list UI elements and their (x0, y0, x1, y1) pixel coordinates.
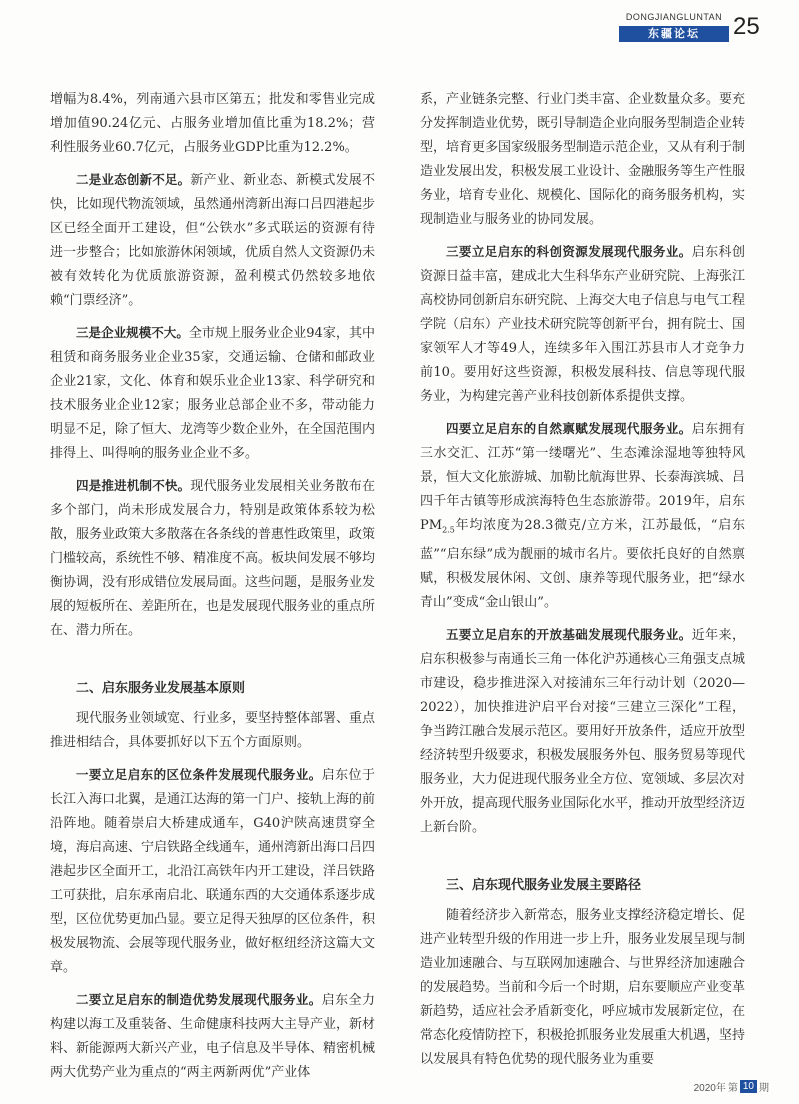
section-heading: 二、启东服务业发展基本原则 (76, 681, 246, 696)
paragraph: 增幅为8.4%，列南通六县市区第五；批发和零售业完成增加值90.24亿元、占服务业增加值比重为18.2%；营利性服务业60.7亿元，占服务业GDP比重为12.2%。 (50, 92, 375, 155)
paragraph-lead: 四要立足启东的自然禀赋发展现代服务业。 (446, 421, 692, 436)
paragraph-lead: 四是推进机制不快。 (76, 478, 191, 493)
paragraph: 现代服务业领域宽、行业多，要坚持整体部署、重点推进相结合，具体要抓好以下五个方面原则。 (50, 711, 376, 750)
paragraph-lead: 三是企业规模不大。 (76, 325, 189, 340)
brand-logo: 东疆论坛 (619, 26, 729, 42)
paragraph (50, 763, 375, 980)
issue-number: 10 (740, 1080, 757, 1093)
left-column (50, 88, 375, 1093)
right-column (420, 88, 745, 1080)
paragraph (420, 623, 745, 840)
footer-qi: 期 (759, 1083, 769, 1094)
paragraph-lead: 五要立足启东的开放基础发展现代服务业。 (446, 626, 692, 642)
paragraph-lead: 二是业态创新不足。 (76, 172, 191, 187)
paragraph-body: 年均浓度为28.3微克/立方米，江苏最低，“启东蓝”“启东绿”成为靓丽的城市名片。要依托良好的自然禀赋，积极发展休闲、文创、康养等现代服务业，把“绿水青山”变成“金山银山”。 (420, 518, 745, 610)
paragraph (50, 321, 375, 466)
paragraph-body: 启东科创资源日益丰富，建成北大生科华东产业研究院、上海张江高校协同创新启东研究院、上海交大电子信息与电气工程学院（启东）产业技术研究院等创新平台，拥有院士、国家领军人才等49人，连续多年入围江苏县市人才竞争力前10。要用好这些资源，积极发展科技、信息等现代服务业，为构建完善产业科技创新体系提供支撑。 (420, 245, 746, 404)
paragraph-lead: 一要立足启东的区位条件发展现代服务业。 (76, 767, 322, 782)
paragraph (50, 988, 375, 1085)
paragraph-body: 启东拥有三水交汇、江苏“第一缕曙光”、生态滩涂湿地等独特风景，恒大文化旅游城、加勒比航海世界、长泰海滨城、吕四千年古镇等形成滨海特色生态旅游带。2019年，启东PM (420, 422, 746, 533)
paragraph (420, 417, 745, 615)
paragraph-body: 近年来，启东积极参与南通长三角一体化沪苏通核心三角强支点城市建设，稳步推进深入对接浦东三年行动计划（2020—2022），加快推进沪启平台对接“三建立三深化”工程，争当跨江融合发展示范区。要用好开放条件，适应开放型经济转型升级要求，积极发展服务外包、服务贸易等现代服务业，大力促进现代服务业全方位、宽领域、多层次对外开放，提高现代服务业国际化水平，推动开放型经济迈上新台阶。 (420, 627, 746, 835)
paragraph-body: 现代服务业发展相关业务散布在多个部门，尚未形成发展合力，特别是政策体系较为松散，服务业政策大多散落在各条线的普惠性政策里，政策门槛较高，系统性不够、精准度不高。板块间发展不够均衡协调，没有形成错位发展局面。这些问题，是服务业发展的短板所在、差距所在，也是发展现代服务业的重点所在、潜力所在。 (50, 479, 376, 638)
paragraph-body: 启东全力构建以海工及重装备、生命健康科技两大主导产业，新材料、新能源两大新兴产业，电子信息及半导体、精密机械两大优势产业为重点的“两主两新两优”产业体 (50, 993, 376, 1080)
paragraph (50, 474, 375, 643)
footer-di: 第 (727, 1083, 738, 1094)
page-header (619, 10, 769, 44)
paragraph-body: 启东位于长江入海口北翼，是通江达海的第一门户、接轨上海的前沿阵地。随着崇启大桥建成通车，G40沪陕高速贯穿全境，海启高速、宁启铁路全线通车，通州湾新出海口吕四港起步区全面开工，北沿江高铁年内开工建设，洋吕铁路工可获批，启东承南启北、联通东西的大交通体系逐步成型，区位优势更加凸显。要立足得天独厚的区位条件，积极发展物流、会展等现代服务业，做好枢纽经济这篇大文章。 (50, 768, 376, 975)
page-number: 25 (733, 13, 760, 40)
paragraph-body: 新产业、新业态、新模式发展不快，比如现代物流领域，虽然通州湾新出海口吕四港起步区已经全面开工建设，但“公铁水”多式联运的资源有待进一步整合；比如旅游休闲领域，优质自然人文资源仍未被有效转化为优质旅游资源，盈利模式仍然较多地依赖“门票经济”。 (50, 173, 376, 308)
paragraph-lead: 二要立足启东的制造优势发展现代服务业。 (76, 992, 322, 1007)
paragraph: 随着经济步入新常态，服务业支撑经济稳定增长、促进产业转型升级的作用进一步上升，服务业发展呈现与制造业加速融合、与互联网加速融合、与世界经济加速融合的发展趋势。当前和今后一个时期，启东要顺应产业变革新趋势，适应社会矛盾新变化，呼应城市发展新定位，在常态化疫情防控下，积极抢抓服务业发展重大机遇，坚持以发展具有特色优势的现代服务业为重要 (420, 907, 746, 1067)
paragraph-lead: 三要立足启东的科创资源发展现代服务业。 (446, 244, 692, 259)
paragraph: 系，产业链条完整、行业门类丰富、企业数量众多。要充分发挥制造业优势，既引导制造企业向服务型制造企业转型，培育更多国家级服务型制造示范企业，又从有利于制造业发展出发，积极发展工业设计、金融服务等生产性服务业，培育专业化、规模化、国际化的商务服务机构，实现制造业与服务业的协同发展。 (420, 92, 746, 227)
brand-pinyin: DONGJIANGLUNTAN (625, 12, 723, 22)
footer-year: 2020年 (693, 1083, 726, 1094)
section-heading: 三、启东现代服务业发展主要路径 (446, 877, 642, 893)
paragraph (420, 240, 745, 409)
paragraph-body: 全市规上服务业企业94家，其中租赁和商务服务业企业35家，交通运输、仓储和邮政业企业21家，文化、体育和娱乐业企业13家、科学研究和技术服务业企业12家；服务业总部企业不多，带动能力明显不足，除了恒大、龙湾等少数企业外，在全国范围内排得上、叫得响的服务业企业不多。 (50, 326, 376, 461)
paragraph (50, 168, 375, 313)
subscript: 2.5 (442, 525, 455, 535)
page-footer (694, 1079, 769, 1094)
